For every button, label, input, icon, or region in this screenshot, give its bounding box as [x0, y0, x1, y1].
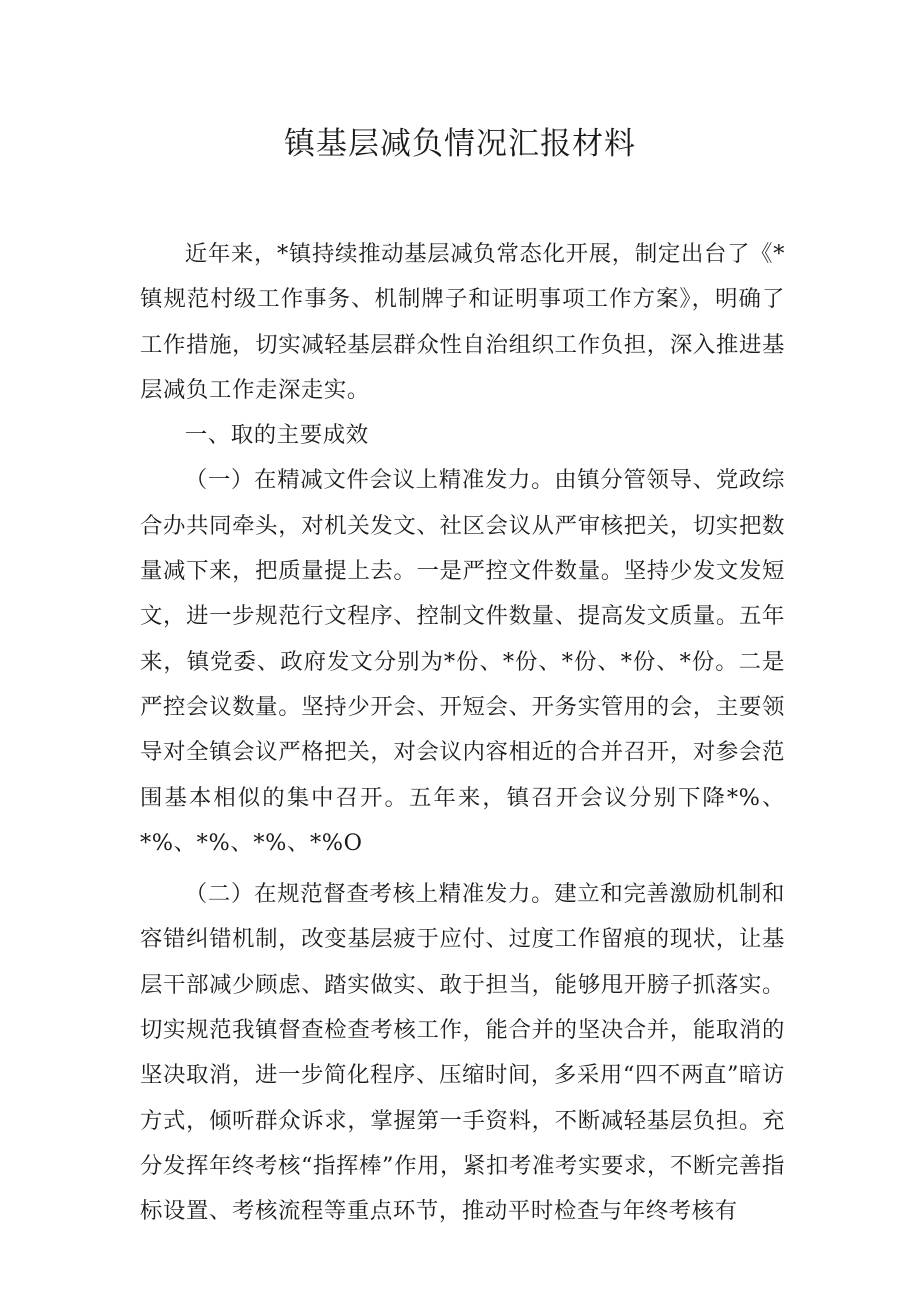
intro-paragraph: 近年来，*镇持续推动基层减负常态化开展，制定出台了《*镇规范村级工作事务、机制牌子和证明事项工作方案》，明确了工作措施，切实减轻基层群众性自治组织工作负担，深入推进基层减负工作走深走实。 [140, 241, 785, 403]
paragraph-streamline-documents: （一）在精减文件会议上精准发力。由镇分管领导、党政综合办共同牵头，对机关发文、社区会议从严审核把关，切实把数量减下来，把质量提上去。一是严控文件数量。坚持少发文发短文，进一步规范行文程序、控制文件数量、提高发文质量。五年来，镇党委、政府发文分别为*份、*份、*份、*份、*份。二是严控会议数量。坚持少开会、开短会、开务实管用的会，主要领导对全镇会议严格把关，对会议内容相近的合并召开，对参会范围基本相似的集中召开。五年来，镇召开会议分别下降*%、*%、*%、*%、*%O [140, 467, 785, 856]
paragraph-supervision-assessment: （二）在规范督查考核上精准发力。建立和完善激励机制和容错纠错机制，改变基层疲于应付、过度工作留痕的现状，让基层干部减少顾虑、踏实做实、敢于担当，能够甩开膀子抓落实。切实规范我镇督查检查考核工作，能合并的坚决合并，能取消的坚决取消，进一步简化程序、压缩时间，多采用“四不两直”暗访方式，倾听群众诉求，掌握第一手资料，不断减轻基层负担。充分发挥年终考核“指挥棒”作用，紧扣考准考实要求，不断完善指标设置、考核流程等重点环节，推动平时检查与年终考核有 [140, 881, 785, 1225]
document-title: 镇基层减负情况汇报材料 [284, 126, 636, 162]
document-body [140, 232, 785, 1235]
section-heading: 一、取的主要成效 [184, 422, 369, 449]
